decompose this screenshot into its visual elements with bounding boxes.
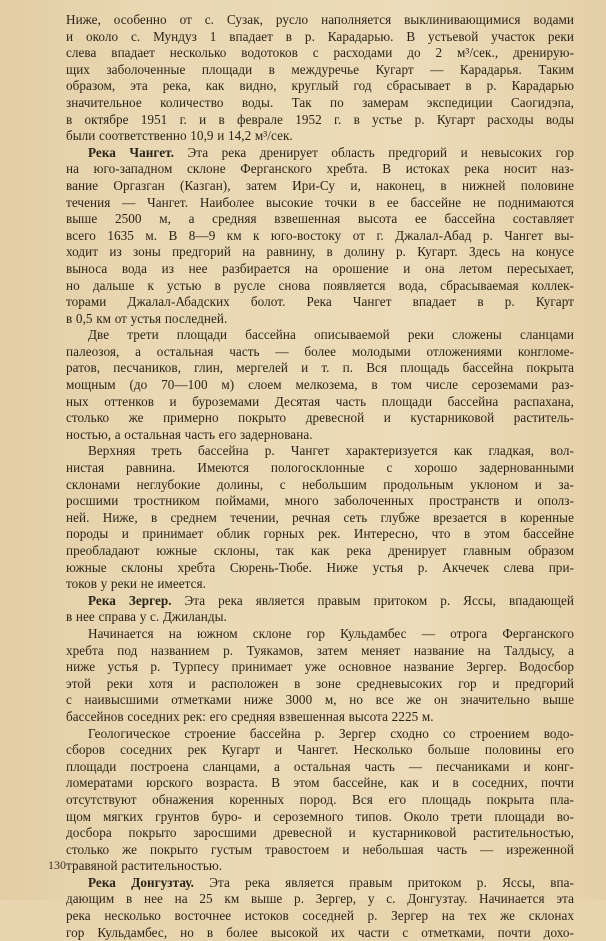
text-line xyxy=(66,692,574,709)
text-line xyxy=(66,410,574,427)
line-text: хребта под названием р. Туякамов, затем меняет название на Талдысу, а xyxy=(66,642,574,658)
line-text: выноса вода из нее разбирается на орошение и она летом пересыхает, xyxy=(66,260,574,276)
text-line xyxy=(66,261,574,278)
text-line xyxy=(66,493,574,510)
line-text: Эта река является правым притоком р. Яссы, впа- xyxy=(193,874,574,890)
text-line xyxy=(66,775,574,792)
line-text: и около с. Мундуз 1 впадает в р. Карадарью. В устьевой участок реки xyxy=(66,28,574,44)
line-text: вание Оргазган (Казган), затем Ири-Су и, наконец, в нижней половине xyxy=(66,177,574,193)
text-line xyxy=(66,842,574,859)
line-text: нистая равнина. Имеются пологосклонные с хорошо задернованными xyxy=(66,460,574,476)
text-line xyxy=(66,112,574,129)
text-line xyxy=(66,294,574,311)
line-text: палеозоя, а остальная часть — более молодыми отложениями конгломе- xyxy=(66,343,574,359)
section-heading: Река Донгузтау. xyxy=(88,874,194,890)
text-line xyxy=(66,709,574,726)
line-text: щих заболоченные площади в междуречье Кугарт — Карадарья. Таким xyxy=(66,61,574,77)
line-text: ратов, песчаников, глин, мергелей и т. п. Вся площадь бассейна покрыта xyxy=(66,360,574,376)
line-text: Две трети площади бассейна описываемой реки сложены сланцами xyxy=(88,327,574,343)
line-text: река несколько восточнее истоков соседней р. Зергер на тех же склонах xyxy=(66,908,574,924)
text-line xyxy=(66,676,574,693)
line-text: Геологическое строение бассейна р. Зергер сходно со строением водо- xyxy=(88,725,574,741)
line-text: досбора покрыто заросшими древесной и кустарниковой растительностью, xyxy=(66,825,574,841)
text-line xyxy=(66,427,574,444)
text-line xyxy=(66,643,574,660)
line-text: течения — Чангет. Наиболее высокие точки в ее бассейне не поднимаются xyxy=(66,194,574,210)
line-text: площади построена сланцами, а остальная часть — песчаниками и конг- xyxy=(66,758,574,774)
text-line xyxy=(66,145,574,162)
text-line xyxy=(66,327,574,344)
text-line xyxy=(66,12,574,29)
line-text: сборов соседних рек Кугарт и Чангет. Несколько больше половины его xyxy=(66,742,574,758)
line-text: этой реки хотя и расположен в зоне средневысоких гор и предгорий xyxy=(66,675,574,691)
line-text: ниже устья р. Турпесу принимает уже основное название Зергер. Водосбор xyxy=(66,659,574,675)
line-text: были соответственно 10,9 и 14,2 м³/сек. xyxy=(66,128,293,144)
line-text: южные склоны хребта Сюрень-Тюбе. Ниже устья р. Акчечек слева при- xyxy=(66,559,574,575)
text-line xyxy=(66,377,574,394)
section-heading: Река Чангет. xyxy=(88,144,175,160)
text-line xyxy=(66,161,574,178)
text-line xyxy=(66,908,574,925)
line-text: дающим в нее на 25 км выше р. Зергер, у с. Донгузтау. Начинается эта xyxy=(66,891,574,907)
text-line xyxy=(66,825,574,842)
line-text: торами Джалал-Абадских болот. Река Чангет впадает в р. Кугарт xyxy=(66,294,574,310)
line-text: породы и принимает облик горных рек. Интересно, что в этом бассейне xyxy=(66,526,574,542)
line-text: Ниже, особенно от с. Сузак, русло наполняется выклинивающимися водами xyxy=(66,12,574,27)
text-line xyxy=(66,128,574,145)
line-text: склонами неглубокие долины, с небольшим продольным уклоном и за- xyxy=(66,476,574,492)
text-line xyxy=(66,29,574,46)
text-line xyxy=(66,228,574,245)
line-text: травяной растительностью. xyxy=(66,858,223,874)
text-line xyxy=(66,659,574,676)
body-text xyxy=(66,12,574,941)
text-line xyxy=(66,443,574,460)
text-line xyxy=(66,45,574,62)
text-line xyxy=(66,211,574,228)
line-text: ходит из зоны предгорий на равнину, в долину р. Кугарт. Здесь на конусе xyxy=(66,244,574,260)
line-text: выше 2500 м, а средняя взвешенная высота ее бассейна составляет xyxy=(66,211,574,227)
text-line xyxy=(66,311,574,328)
text-line xyxy=(66,394,574,411)
text-line xyxy=(66,278,574,295)
line-text: в октябре 1951 г. и в феврале 1952 г. в устье р. Кугарт расходы воды xyxy=(66,111,574,127)
text-line xyxy=(66,62,574,79)
line-text: образом, эта река, как видно, круглый год сбрасывает в р. Карадарью xyxy=(66,78,574,94)
line-text: но дальше к устью в русле снова появляется вода, сбрасываемая коллек- xyxy=(66,277,574,293)
text-line xyxy=(66,543,574,560)
text-line xyxy=(66,95,574,112)
line-text: ных оттенков и буроземами Десятая часть площади бассейна распахана, xyxy=(66,393,574,409)
line-text: щом мягких грунтов буро- и сероземного типов. Около трети площади во- xyxy=(66,808,574,824)
line-text: бассейнов соседних рек: его средняя взвешенная высота 2225 м. xyxy=(66,708,434,724)
text-line xyxy=(66,360,574,377)
line-text: ностью, а остальная часть его задернована. xyxy=(66,426,313,442)
line-text: отсутствуют обнажения коренных пород. Вся его площадь покрыта пла- xyxy=(66,791,574,807)
line-text: в 0,5 км от устья последней. xyxy=(66,310,228,326)
line-text: слева впадает несколько водотоков с расходами до 2 м³/сек., дренирую- xyxy=(66,45,574,61)
line-text: значительное количество воды. Так по замерам экспедиции Саогидэпа, xyxy=(66,94,574,110)
text-line xyxy=(66,526,574,543)
text-line xyxy=(66,809,574,826)
line-text: на юго-западном склоне Ферганского хребта. В истоках река носит наз- xyxy=(66,161,574,177)
text-line xyxy=(66,244,574,261)
line-text: столько же примерно покрыто древесной и кустарниковой раститель- xyxy=(66,410,574,426)
line-text: столько же покрыто густым травостоем и небольшая часть — изреженной xyxy=(66,841,574,857)
text-line xyxy=(66,560,574,577)
line-text: преобладают южные склоны, так как река дренирует главным образом xyxy=(66,543,574,558)
line-text: с наивысшими отметками ниже 3000 м, но все же он значительно выше xyxy=(66,692,574,708)
text-line xyxy=(66,178,574,195)
line-text: Эта река является правым притоком р. Яссы, впадающей xyxy=(171,592,574,608)
text-line xyxy=(66,626,574,643)
text-line xyxy=(66,510,574,527)
line-text: Верхняя треть бассейна р. Чангет характеризуется как гладкая, вол- xyxy=(88,443,574,459)
text-line xyxy=(66,344,574,361)
line-text: росшими тростником поймами, много заболоченных пространств и ополз- xyxy=(66,493,574,509)
line-text: ломератами юрского возраста. В этом бассейне, как и в соседних, почти xyxy=(66,775,574,791)
text-line xyxy=(66,609,574,626)
text-line xyxy=(66,195,574,212)
line-text: мощным (до 70—100 м) слоем мелкозема, в том числе сероземами раз- xyxy=(66,377,574,393)
text-line xyxy=(66,875,574,892)
text-line xyxy=(66,759,574,776)
line-text: гор Кульдамбес, но в более высокой их части с отметками, почти дохо- xyxy=(66,924,574,940)
text-line xyxy=(66,792,574,809)
text-line xyxy=(66,460,574,477)
text-line xyxy=(66,726,574,743)
section-heading: Река Зергер. xyxy=(88,592,172,608)
line-text: Начинается на южном склоне гор Кульдамбес — отрога Ферганского xyxy=(88,625,574,641)
text-line xyxy=(66,477,574,494)
text-line xyxy=(66,742,574,759)
text-line xyxy=(66,593,574,610)
line-text: всего 1635 м. В 8—9 км к юго-востоку от г. Джалал-Абад р. Чангет вы- xyxy=(66,227,574,243)
line-text: токов у реки не имеется. xyxy=(66,576,206,592)
text-line xyxy=(66,78,574,95)
text-line xyxy=(66,858,574,875)
text-line xyxy=(66,925,574,941)
page-number: 130 xyxy=(48,858,66,872)
text-line xyxy=(66,576,574,593)
line-text: ней. Ниже, в среднем течении, речная сеть глубже врезается в коренные xyxy=(66,509,574,525)
line-text: в нее справа у с. Джиланды. xyxy=(66,609,227,625)
line-text: Эта река дренирует область предгорий и невысоких гор xyxy=(174,144,574,160)
